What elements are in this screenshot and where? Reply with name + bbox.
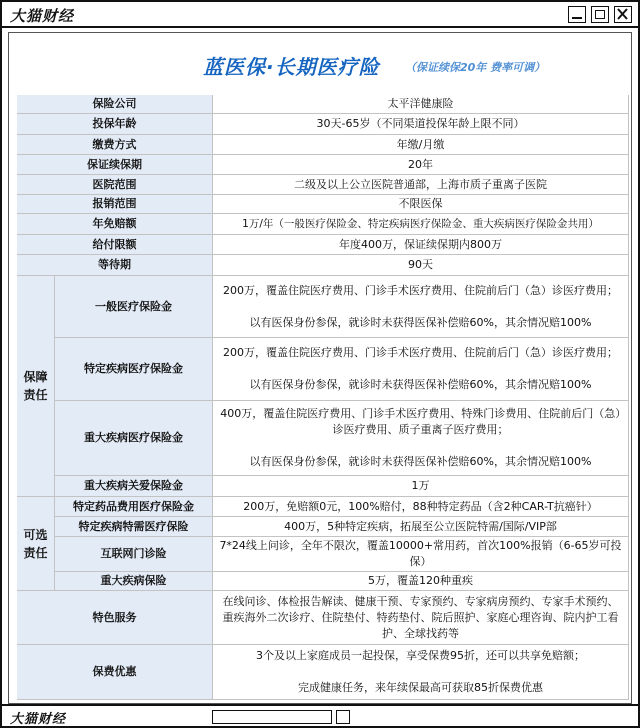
optional-label: 互联网门诊险 <box>55 537 213 572</box>
coverage-label: 特定疾病医疗保险金 <box>55 338 213 401</box>
row-value: 年度400万，保证续保期内800万 <box>213 235 629 255</box>
title-bar <box>2 2 638 28</box>
optional-value: 400万，5种特定疾病，拓展至公立医院特需/国际/VIP部 <box>213 517 629 537</box>
row-label: 医院范围 <box>17 175 213 195</box>
optional-value: 5万，覆盖120种重疾 <box>213 572 629 591</box>
row-label: 报销范围 <box>17 195 213 214</box>
row-value: 30天-65岁（不同渠道投保年龄上限不同） <box>213 114 629 135</box>
row-label: 缴费方式 <box>17 135 213 155</box>
coverage-label: 重大疾病关爱保险金 <box>55 476 213 497</box>
minimize-button[interactable] <box>568 6 586 23</box>
page-subtitle: （保证续保20年 费率可调） <box>405 61 546 74</box>
bottom-bar <box>2 704 638 726</box>
row-value: 90天 <box>213 255 629 276</box>
features-value: 在线问诊、体检报告解读、健康干预、专家预约、专家病房预约、专家手术预约、重疾海外二次诊疗、住院垫付、特药垫付、院后照护、家庭心理咨询、院内护工看护、全球找药等 <box>213 591 629 645</box>
optional-category: 可选 责任 <box>17 497 55 591</box>
features-label: 特色服务 <box>17 591 213 645</box>
row-value: 太平洋健康险 <box>213 95 629 114</box>
optional-value: 7*24线上问诊，全年不限次，覆盖10000+常用药，首次100%报销（6-65岁可投保） <box>213 537 629 572</box>
row-label: 投保年龄 <box>17 114 213 135</box>
coverage-label: 一般医疗保险金 <box>55 276 213 338</box>
optional-label: 特定药品费用医疗保险金 <box>55 497 213 517</box>
optional-label: 重大疾病保险 <box>55 572 213 591</box>
row-label: 保险公司 <box>17 95 213 114</box>
coverage-label: 重大疾病医疗保险金 <box>55 401 213 476</box>
close-button[interactable] <box>614 6 632 23</box>
row-label: 等待期 <box>17 255 213 276</box>
optional-value: 200万，免赔额0元，100%赔付，88种特定药品（含2种CAR-T抗癌针） <box>213 497 629 517</box>
content-panel <box>8 32 632 704</box>
discount-value: 3个及以上家庭成员一起投保，享受保费95折，还可以共享免赔额； 完成健康任务，来年续保最高可获取85折保费优惠 <box>213 645 629 700</box>
page-title: 蓝医保·长期医疗险 <box>203 55 380 79</box>
row-label: 给付限额 <box>17 235 213 255</box>
optional-label: 特定疾病特需医疗保险 <box>55 517 213 537</box>
row-value: 1万/年（一般医疗保险金、特定疾病医疗保险金、重大疾病医疗保险金共用） <box>213 214 629 235</box>
row-value: 年缴/月缴 <box>213 135 629 155</box>
coverage-category: 保障 责任 <box>17 276 55 497</box>
scrollbar-button[interactable] <box>336 710 350 724</box>
coverage-value: 400万，覆盖住院医疗费用、门诊手术医疗费用、特殊门诊费用、住院前后门（急）诊医疗费用、质子重离子医疗费用； 以有医保身份参保，就诊时未获得医保补偿赔60%，其余情况赔100% <box>213 401 629 476</box>
row-value: 20年 <box>213 155 629 175</box>
row-label: 保证续保期 <box>17 155 213 175</box>
coverage-value: 200万，覆盖住院医疗费用、门诊手术医疗费用、住院前后门（急）诊医疗费用； 以有医保身份参保，就诊时未获得医保补偿赔60%，其余情况赔100% <box>213 276 629 338</box>
row-value: 不限医保 <box>213 195 629 214</box>
coverage-value: 1万 <box>213 476 629 497</box>
row-label: 年免赔额 <box>17 214 213 235</box>
footer-title: 大猫财经 <box>10 712 67 727</box>
close-icon <box>616 8 629 20</box>
row-value: 二级及以上公立医院普通部，上海市质子重离子医院 <box>213 175 629 195</box>
page-header <box>9 33 630 95</box>
discount-label: 保费优惠 <box>17 645 213 700</box>
scrollbar-track[interactable] <box>212 710 332 724</box>
coverage-value: 200万，覆盖住院医疗费用、门诊手术医疗费用、住院前后门（急）诊医疗费用； 以有医保身份参保，就诊时未获得医保补偿赔60%，其余情况赔100% <box>213 338 629 401</box>
maximize-button[interactable] <box>591 6 609 23</box>
app-title: 大猫财经 <box>10 7 75 25</box>
